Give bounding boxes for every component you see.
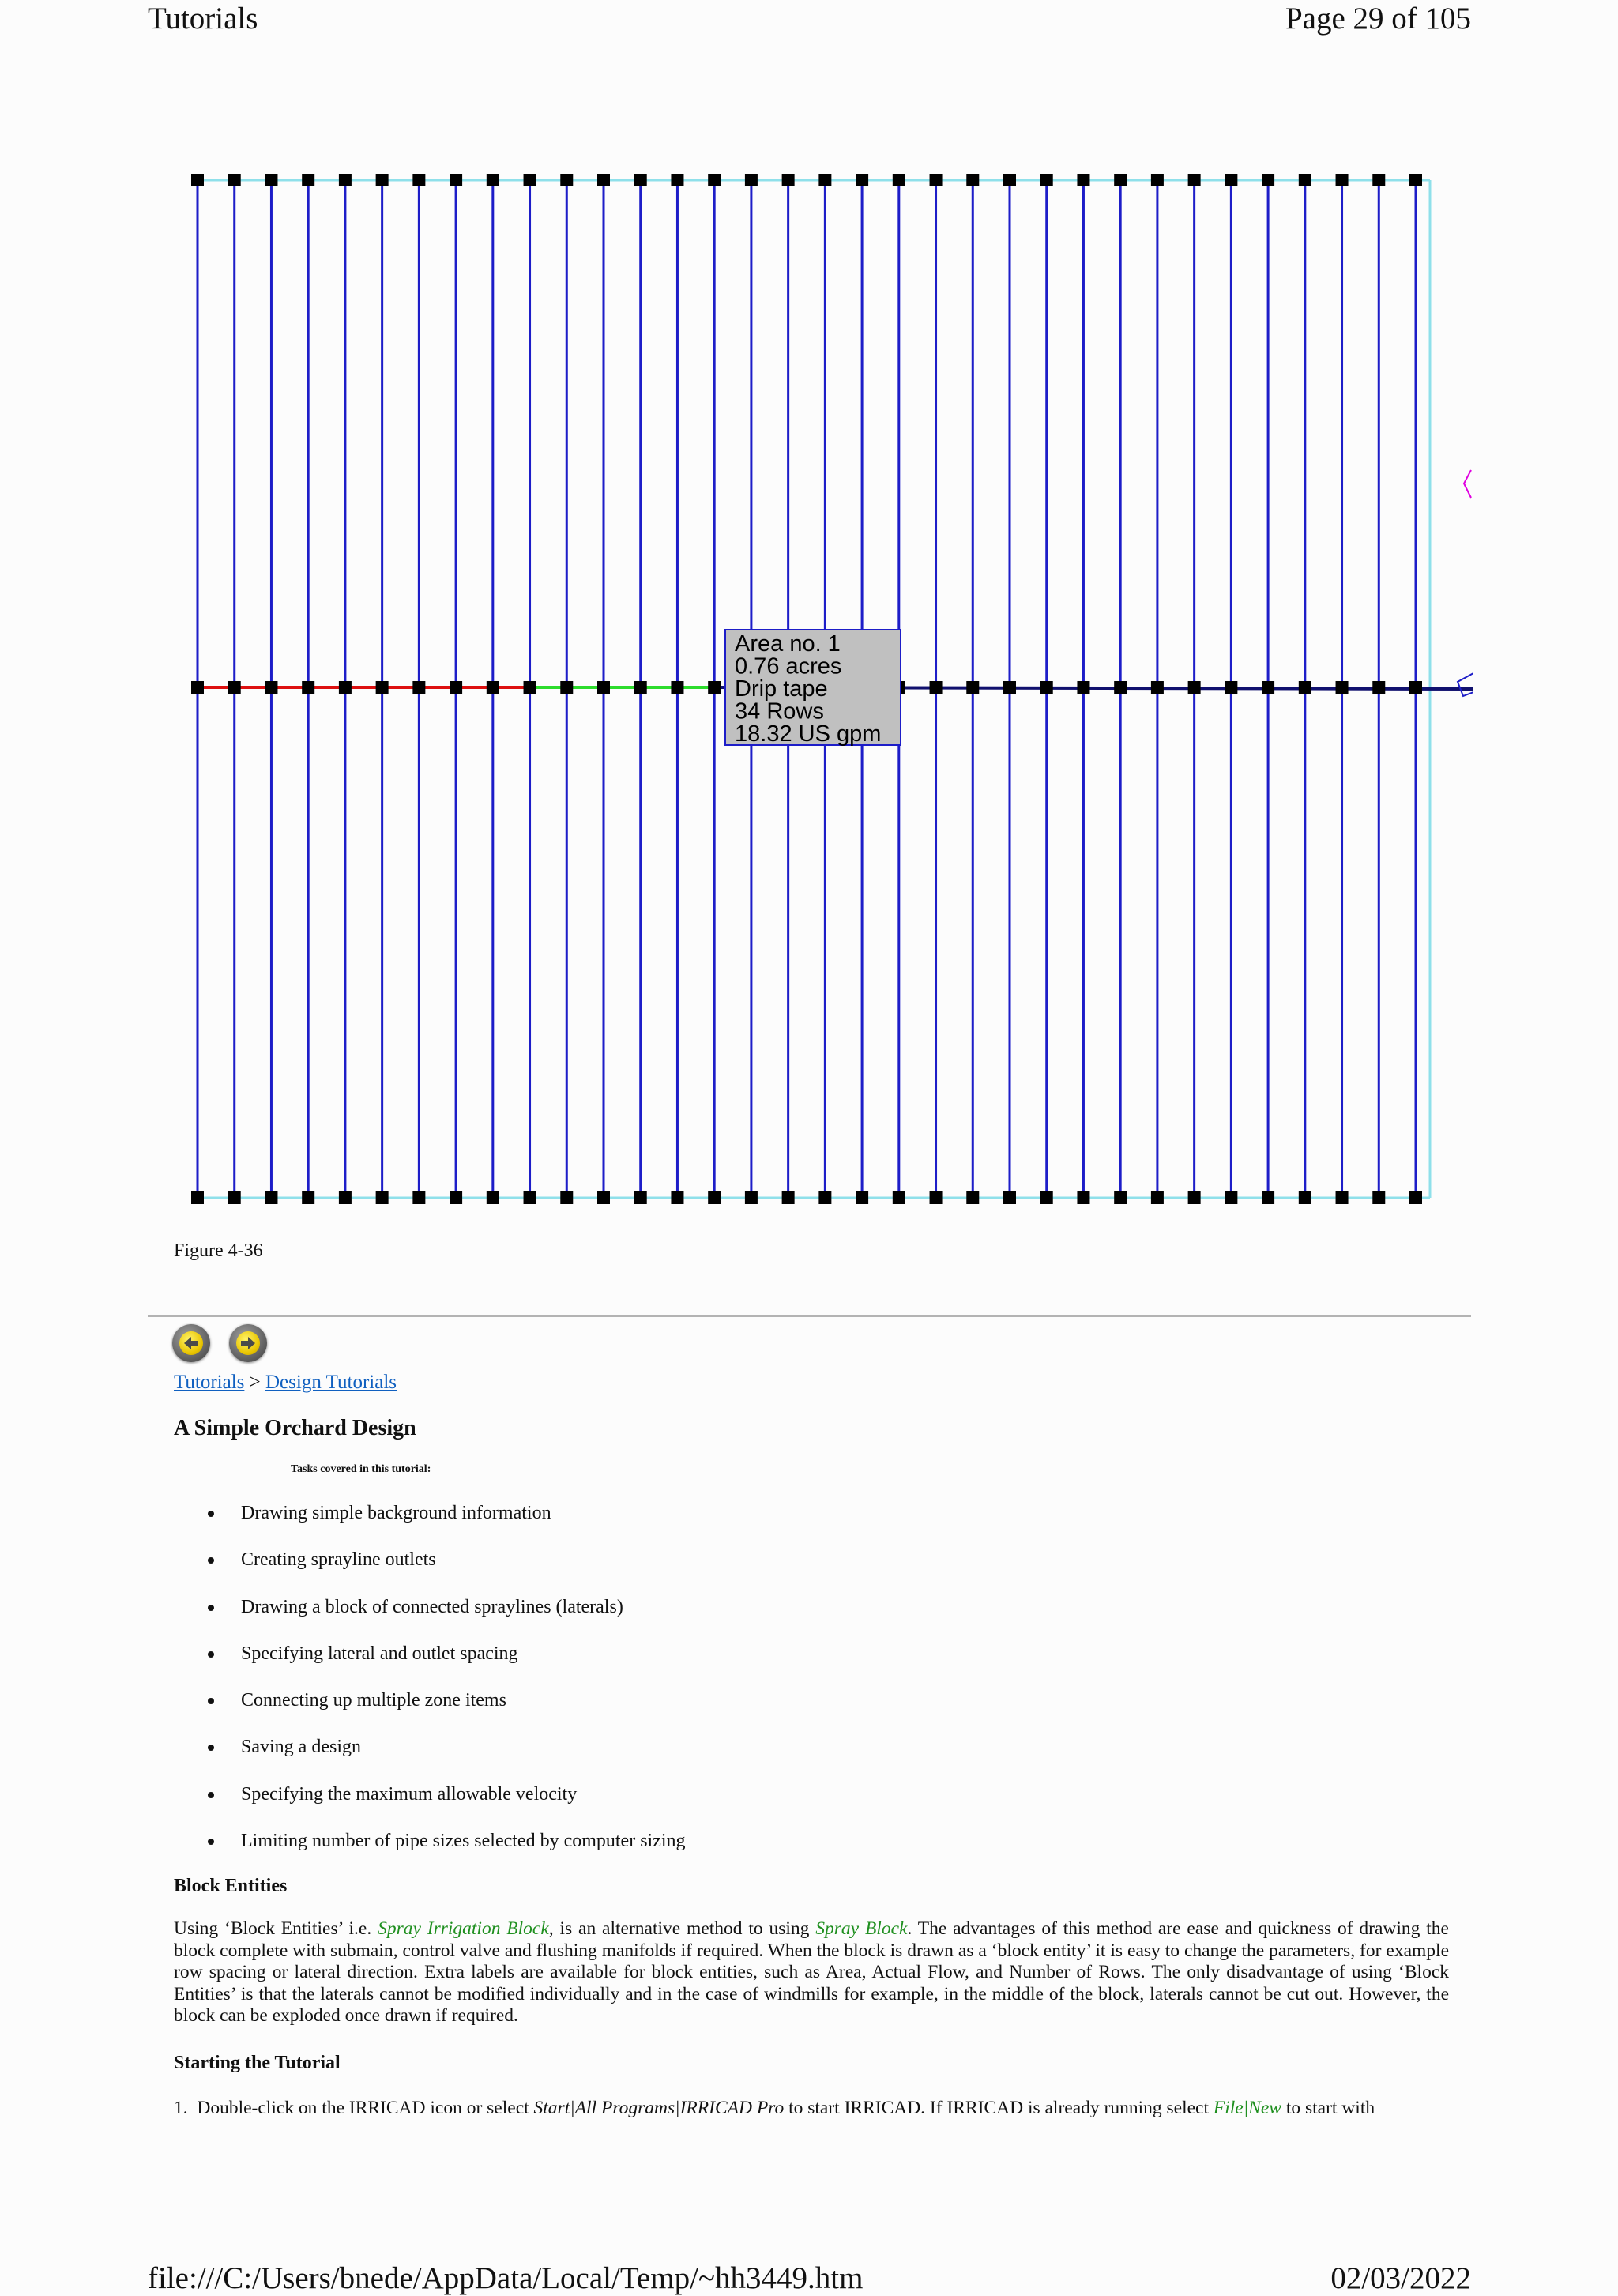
node-marker — [1409, 174, 1422, 186]
node-marker — [1188, 681, 1201, 694]
node-marker — [1299, 1191, 1311, 1204]
node-marker — [1336, 1191, 1349, 1204]
node-marker — [228, 681, 241, 694]
section-heading-block-entities: Block Entities — [174, 1876, 288, 1896]
menu-path: Start|All Programs|IRRICAD Pro — [533, 2098, 785, 2118]
node-marker — [634, 174, 647, 186]
node-marker — [339, 681, 352, 694]
node-marker — [671, 1191, 683, 1204]
block-entities-paragraph — [174, 1918, 1449, 2027]
node-marker — [1151, 681, 1164, 694]
node-marker — [856, 174, 868, 186]
node-marker — [265, 1191, 277, 1204]
list-item: Specifying lateral and outlet spacing — [241, 1639, 686, 1686]
breadcrumb-link-design-tutorials[interactable]: Design Tutorials — [265, 1372, 397, 1393]
node-marker — [745, 174, 758, 186]
tooltip-line: Drip tape — [735, 676, 828, 702]
node-marker — [412, 1191, 425, 1204]
node-marker — [597, 1191, 610, 1204]
list-item: Creating sprayline outlets — [241, 1545, 686, 1592]
footer-file-path: file:///C:/Users/bnede/AppData/Local/Temp/~hh3449.htm — [148, 2261, 864, 2295]
forward-arrow-icon — [236, 1331, 260, 1355]
list-item: Specifying the maximum allowable velocity — [241, 1780, 686, 1827]
node-marker — [1299, 174, 1311, 186]
paragraph-text: . The advantages of this method are ease and quickness of drawing the block complete with submain, control valve and flushing manifolds if required. When the block is drawn as a ‘block entity’ it is easy to change the parameters, for example row spacing or lateral direction. Extra labels are available for block entities, such as Area, Actual Flow, and Number of Rows. The only disadvantage of using ‘Block Entities’ is that the laterals cannot be modified individually and in the case of windmills for example, in the middle of the block, laterals cannot be cut out. However, the block can be exploded once drawn if required. — [174, 1918, 1449, 2026]
node-marker — [966, 1191, 979, 1204]
tooltip-line: 0.76 acres — [735, 653, 842, 679]
valve-symbol — [1458, 673, 1473, 696]
node-marker — [560, 174, 573, 186]
node-marker — [782, 1191, 795, 1204]
node-marker — [1114, 681, 1127, 694]
breadcrumb — [174, 1372, 397, 1394]
node-marker — [1372, 681, 1385, 694]
node-marker — [302, 174, 314, 186]
node-marker — [265, 174, 277, 186]
file-new-link[interactable]: File|New — [1213, 2098, 1281, 2118]
node-marker — [228, 1191, 241, 1204]
side-marker — [1464, 470, 1471, 498]
node-marker — [930, 174, 943, 186]
node-marker — [708, 681, 721, 694]
node-marker — [708, 1191, 721, 1204]
node-marker — [560, 681, 573, 694]
spray-irrigation-block-link[interactable]: Spray Irrigation Block — [378, 1918, 549, 1939]
node-marker — [1262, 174, 1274, 186]
back-arrow-icon — [179, 1331, 203, 1355]
node-marker — [191, 681, 204, 694]
node-marker — [634, 681, 647, 694]
node-marker — [191, 1191, 204, 1204]
node-marker — [450, 174, 462, 186]
node-marker — [228, 174, 241, 186]
node-marker — [1225, 174, 1237, 186]
task-list — [241, 1499, 686, 1873]
node-marker — [376, 1191, 389, 1204]
node-marker — [1003, 174, 1016, 186]
node-marker — [893, 1191, 905, 1204]
node-marker — [708, 174, 721, 186]
node-marker — [487, 1191, 499, 1204]
step-text: to start IRRICAD. If IRRICAD is already running select — [784, 2098, 1214, 2118]
node-marker — [302, 681, 314, 694]
list-item: Saving a design — [241, 1733, 686, 1779]
node-marker — [1372, 1191, 1385, 1204]
step-number: 1. — [174, 2098, 188, 2118]
node-marker — [818, 1191, 831, 1204]
breadcrumb-link-tutorials[interactable]: Tutorials — [174, 1372, 245, 1393]
node-marker — [966, 174, 979, 186]
node-marker — [1409, 681, 1422, 694]
node-marker — [265, 681, 277, 694]
tasks-heading: Tasks covered in this tutorial: — [291, 1463, 431, 1475]
step-text: to start with — [1281, 2098, 1375, 2118]
node-marker — [191, 174, 204, 186]
node-marker — [671, 681, 683, 694]
node-marker — [376, 174, 389, 186]
list-item: Limiting number of pipe sizes selected by computer sizing — [241, 1827, 686, 1873]
node-marker — [1262, 1191, 1274, 1204]
spray-block-link[interactable]: Spray Block — [815, 1918, 908, 1939]
page-title: A Simple Orchard Design — [174, 1416, 416, 1440]
node-marker — [560, 1191, 573, 1204]
paragraph-text: , is an alternative method to using — [548, 1918, 816, 1939]
paragraph-text: Using ‘Block Entities’ i.e. — [174, 1918, 378, 1939]
node-marker — [1299, 681, 1311, 694]
node-marker — [893, 174, 905, 186]
node-marker — [930, 1191, 943, 1204]
node-marker — [782, 174, 795, 186]
node-marker — [818, 174, 831, 186]
node-marker — [1077, 681, 1089, 694]
list-item: Drawing a block of connected spraylines (laterals) — [241, 1593, 686, 1639]
tooltip-line: 18.32 US gpm — [735, 721, 882, 747]
previous-page-button[interactable] — [172, 1324, 210, 1362]
node-marker — [1225, 681, 1237, 694]
node-marker — [597, 681, 610, 694]
node-marker — [930, 681, 943, 694]
node-marker — [1336, 681, 1349, 694]
node-marker — [856, 1191, 868, 1204]
node-marker — [339, 174, 352, 186]
node-marker — [1188, 1191, 1201, 1204]
node-marker — [524, 1191, 536, 1204]
footer-date: 02/03/2022 — [1330, 2261, 1471, 2295]
node-marker — [339, 1191, 352, 1204]
step-1 — [174, 2097, 1469, 2119]
node-marker — [1003, 681, 1016, 694]
header-page-number: Page 29 of 105 — [1285, 2, 1471, 36]
tooltip-line: Area no. 1 — [735, 631, 841, 657]
node-marker — [745, 1191, 758, 1204]
node-marker — [1372, 174, 1385, 186]
node-marker — [524, 681, 536, 694]
node-marker — [412, 681, 425, 694]
node-marker — [1336, 174, 1349, 186]
breadcrumb-separator: > — [244, 1372, 265, 1393]
node-marker — [671, 174, 683, 186]
node-marker — [524, 174, 536, 186]
node-marker — [1151, 1191, 1164, 1204]
section-heading-starting: Starting the Tutorial — [174, 2053, 341, 2073]
tooltip-line: 34 Rows — [735, 698, 824, 725]
node-marker — [1409, 1191, 1422, 1204]
node-marker — [1040, 681, 1053, 694]
header-left: Tutorials — [148, 2, 258, 36]
step-text: Double-click on the IRRICAD icon or select — [197, 2098, 534, 2118]
node-marker — [1114, 174, 1127, 186]
node-marker — [966, 681, 979, 694]
node-marker — [1188, 174, 1201, 186]
node-marker — [1077, 174, 1089, 186]
node-marker — [1003, 1191, 1016, 1204]
node-marker — [1114, 1191, 1127, 1204]
node-marker — [597, 174, 610, 186]
node-marker — [634, 1191, 647, 1204]
node-marker — [1040, 174, 1053, 186]
node-marker — [487, 681, 499, 694]
node-marker — [1225, 1191, 1237, 1204]
list-item: Connecting up multiple zone items — [241, 1686, 686, 1733]
next-page-button[interactable] — [229, 1324, 267, 1362]
figure-caption: Figure 4-36 — [174, 1240, 263, 1261]
node-marker — [302, 1191, 314, 1204]
node-marker — [412, 174, 425, 186]
list-item: Drawing simple background information — [241, 1499, 686, 1545]
node-marker — [1151, 174, 1164, 186]
node-marker — [1262, 681, 1274, 694]
divider — [148, 1315, 1471, 1317]
node-marker — [1040, 1191, 1053, 1204]
node-marker — [376, 681, 389, 694]
node-marker — [450, 1191, 462, 1204]
figure-orchard-block — [167, 158, 1473, 1233]
node-marker — [450, 681, 462, 694]
node-marker — [1077, 1191, 1089, 1204]
node-marker — [487, 174, 499, 186]
